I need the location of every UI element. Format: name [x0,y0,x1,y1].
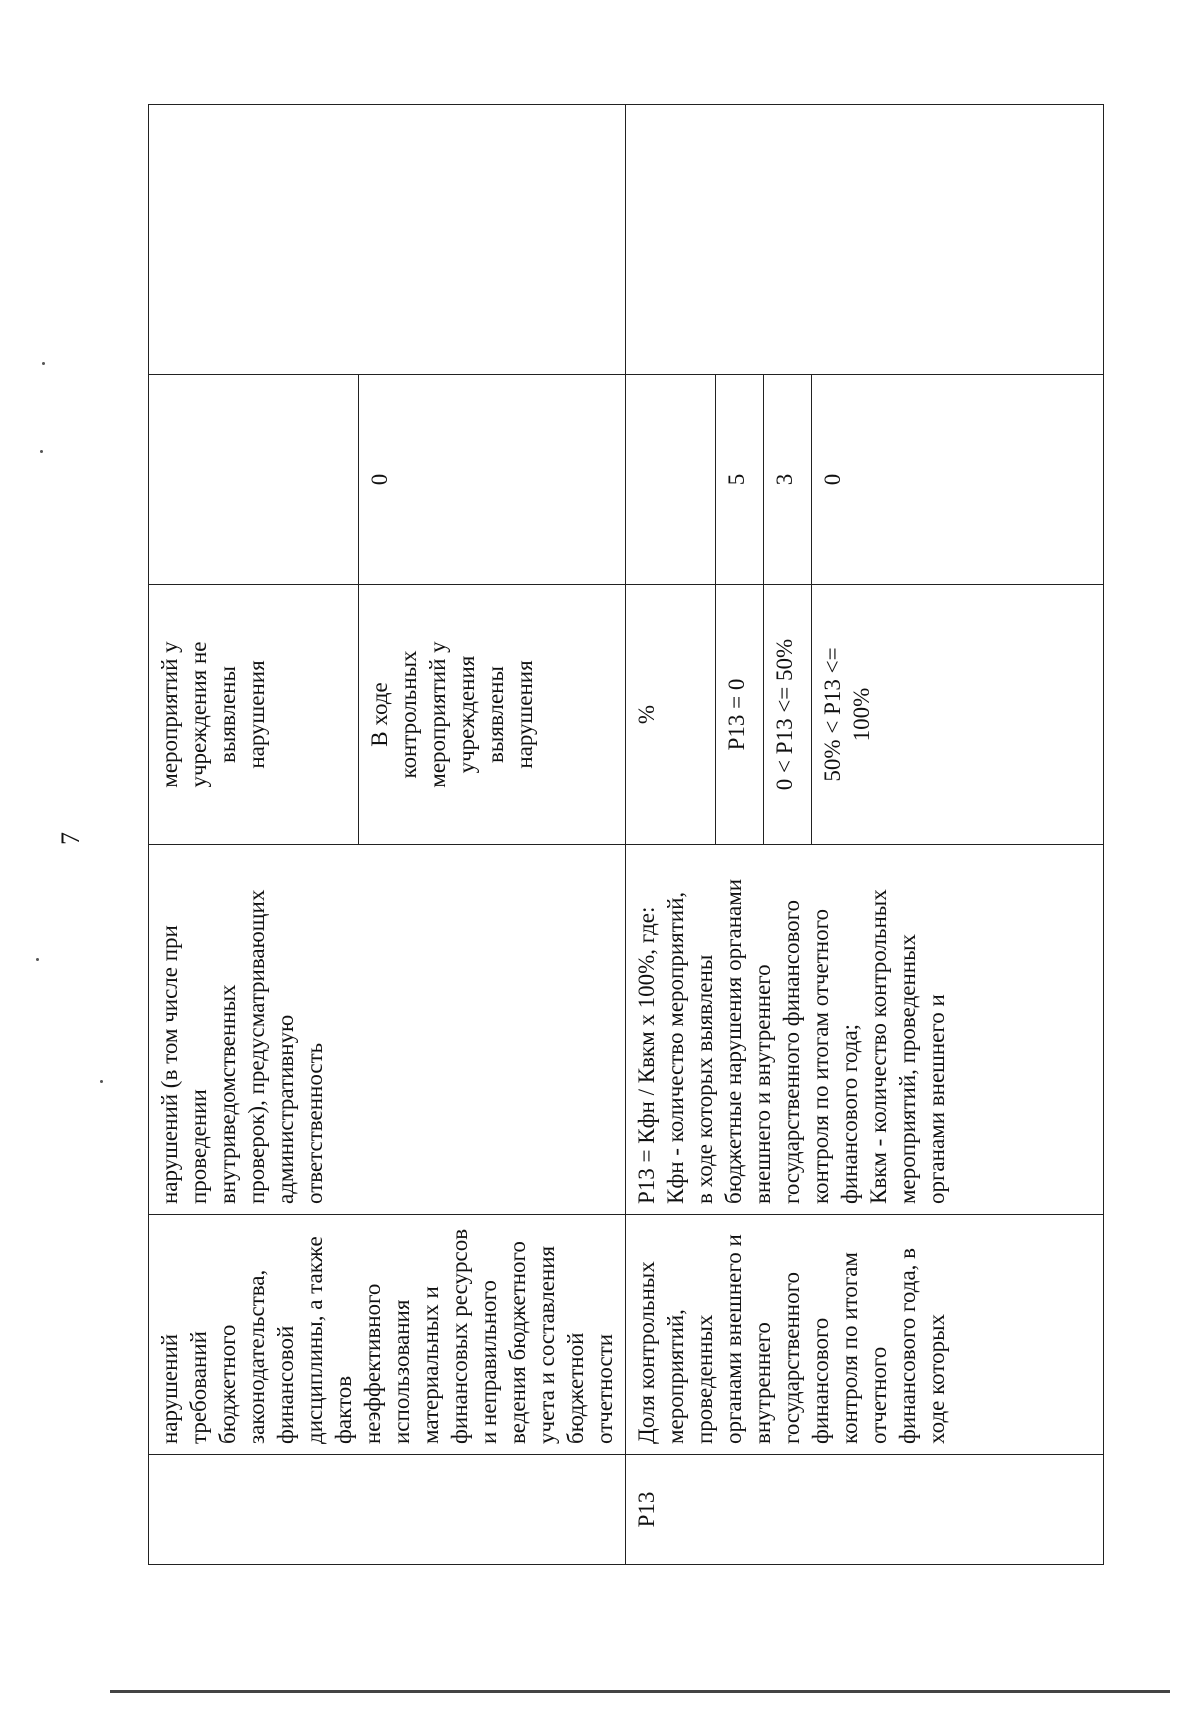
rotated-table-container [148,105,1048,1565]
formula-cell: P13 = Кфн / Квкм x 100%, где: Кфн - количество мероприятий, в ходе которых выявлены бюджетные нарушения органами внешнего и внутреннего государственного финансового контроля по итогам отчетного финансового года; Квкм - количество контрольных мероприятий, проведенных органами внешнего и [626,845,1104,1215]
code-cell: P13 [626,1455,1104,1565]
condition-cell: P13 = 0 [716,585,764,845]
extra-cell [626,105,1104,375]
table-row [626,105,716,1565]
indicator-cell: Доля контрольных мероприятий, проведенных органами внешнего и внутреннего государственного финансового контроля по итогам отчетного финансового года, в ходе которых [626,1215,1104,1455]
table-row [149,105,359,1565]
condition-cell: 50% < P13 <= 100% [812,585,1104,845]
unit-cell: % [626,585,716,845]
scan-speck [40,450,43,453]
condition-cell: 0 < P13 <= 50% [764,585,812,845]
scan-speck [42,362,45,365]
score-cell: 5 [716,375,764,585]
scan-artifact-line [110,1690,1170,1693]
score-cell: 0 [812,375,1104,585]
score-cell: 3 [764,375,812,585]
scan-speck [36,958,39,961]
scan-speck [100,1080,103,1083]
page-number: 7 [56,832,85,845]
score-cell [149,375,359,585]
score-cell: 0 [359,375,626,585]
indicator-cell: нарушений требований бюджетного законодательства, финансовой дисциплины, а также фактов неэффективного использования материальных и финансовых ресурсов и неправильного ведения бюджетного учета и составления бюджетной отчетности [149,1215,626,1455]
formula-cell: нарушений (в том числе при проведении внутриведомственных проверок), предусматривающих административную ответственность [149,845,626,1215]
condition-cell: мероприятий у учреждения не выявлены нарушения [149,585,359,845]
code-cell [149,1455,626,1565]
condition-cell: В ходе контрольных мероприятий у учреждения выявлены нарушения [359,585,626,845]
criteria-table [148,104,1104,1565]
extra-cell [149,105,626,375]
score-cell [626,375,716,585]
